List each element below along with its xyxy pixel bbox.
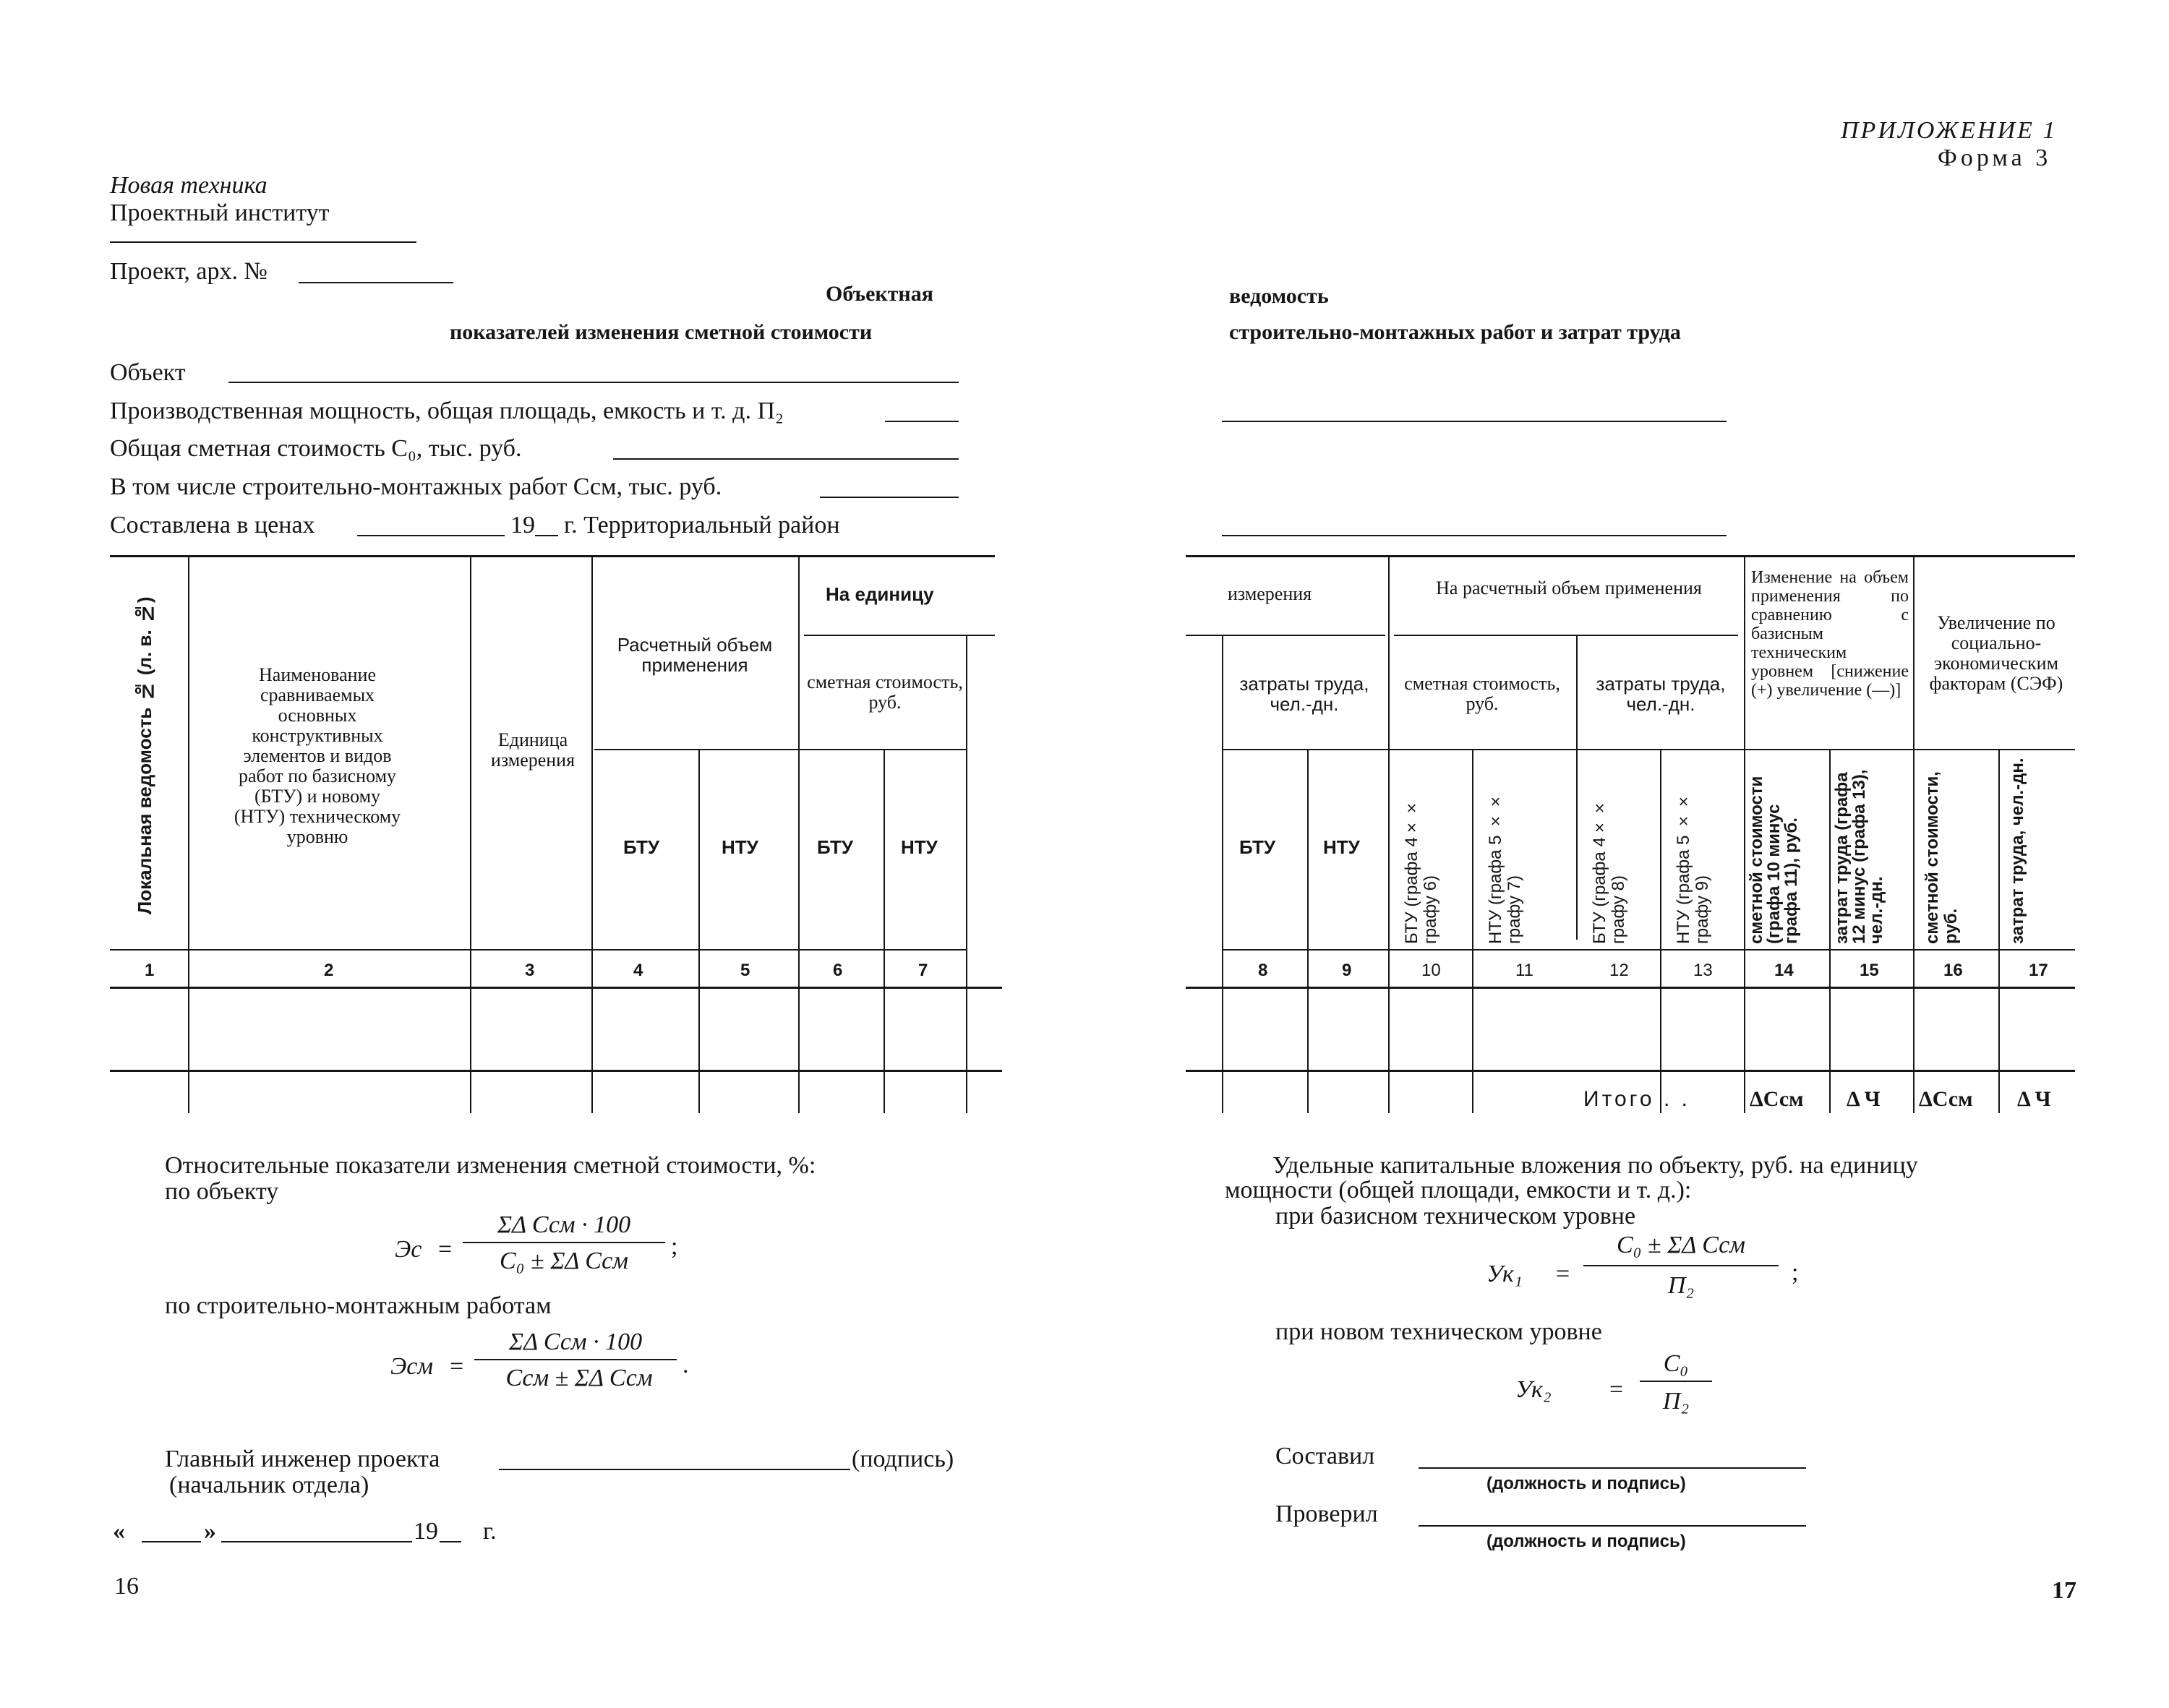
col16-header: сметной стоимости, руб. (1922, 771, 1961, 944)
col-num-10: 10 (1421, 961, 1441, 980)
uk1-fraction-bar (1583, 1265, 1779, 1266)
col-num-15: 15 (1860, 961, 1879, 980)
total-delta-cost-16: ΔСсм (1919, 1087, 1973, 1111)
col4-btu: БТУ (623, 836, 660, 858)
uk1-numerator: С₀ ± ΣΔ Ссм (1617, 1232, 1745, 1258)
compiled-line (1419, 1467, 1806, 1469)
col2-header: Наименование сравниваемых основных конструктивных элементов и видов работ по базисному (БТУ) и новому (НТУ) техническому уровню (234, 664, 401, 847)
prices-underline (357, 535, 505, 536)
ec-denominator: С₀ ± ΣΔ Ссм (500, 1248, 628, 1274)
col9-ntu: НТУ (1323, 836, 1360, 858)
ecm-fraction-bar (474, 1359, 677, 1360)
col17-header: затрат труда, чел.-дн. (2008, 758, 2027, 944)
col-num-11: 11 (1515, 961, 1533, 980)
capacity-label: Производственная мощность, общая площадь, емкость и т. д. П₂ (110, 398, 784, 424)
chief-signature-line (499, 1469, 850, 1470)
new-level-label: при новом техническом уровне (1275, 1318, 1602, 1345)
year-underline (535, 535, 558, 536)
compiled-role-label: (должность и подпись) (1486, 1474, 1686, 1493)
region-label: г. Территориальный район (564, 512, 840, 538)
col3-header: Единица измерения (490, 729, 576, 771)
date-month-line (221, 1541, 412, 1542)
col8-btu: БТУ (1239, 836, 1276, 858)
form-label: Форма 3 (1938, 145, 2052, 171)
col-num-5: 5 (740, 961, 750, 980)
col-num-8: 8 (1258, 961, 1268, 980)
date-g-label: г. (483, 1518, 497, 1545)
checked-label: Проверил (1275, 1501, 1378, 1527)
smr-label: В том числе строительно-монтажных работ Ссм, тыс. руб. (110, 473, 722, 500)
unit-group-header: На единицу (826, 583, 934, 605)
col14-header: сметной стоимости (графа 10 минус графа 11), руб. (1747, 776, 1801, 944)
uk2-fraction-bar (1640, 1381, 1712, 1382)
sef-header: Увеличение по социально-экономическим факторам (СЭФ) (1929, 612, 2063, 694)
capital-intro-1: Удельные капитальные вложения по объекту, руб. на единицу (1272, 1152, 1918, 1179)
date-year-label: 19 (414, 1518, 438, 1545)
smr-underline (820, 497, 959, 498)
col-num-3: 3 (525, 961, 535, 980)
col12-header: БТУ (графа 4×× графу 8) (1590, 798, 1628, 944)
signature-label: (подпись) (852, 1446, 954, 1472)
object-label: Объект (110, 359, 186, 386)
col6-btu: БТУ (817, 836, 854, 858)
year-label: 19 (510, 512, 535, 538)
col1-header: Локальная ведомость № (л. в. №) (134, 596, 155, 914)
total-delta-labor-15: Δ Ч (1847, 1087, 1881, 1111)
uk2-symbol: Ук₂ (1515, 1376, 1552, 1403)
basic-level-label: при базисном техническом уровне (1275, 1203, 1636, 1229)
labor2-header: затраты труда, чел.-дн. (1596, 673, 1726, 715)
dept-head-label: (начальник отдела) (169, 1472, 369, 1498)
total-cost-underline (613, 458, 959, 460)
col-num-7: 7 (918, 961, 928, 980)
col-num-17: 17 (2029, 961, 2048, 980)
cost-header: сметная стоимость, руб. (1404, 673, 1560, 714)
col67-header: сметная стоимость, руб. (807, 671, 963, 713)
ec-numerator: ΣΔ Ссм · 100 (497, 1211, 631, 1238)
ec-symbol: Эс (395, 1236, 422, 1263)
title-right-1: ведомость (1229, 284, 1329, 308)
col5-ntu: НТУ (722, 836, 758, 858)
volume-group-header: На расчетный объем применения (1436, 578, 1702, 598)
checked-role-label: (должность и подпись) (1486, 1532, 1686, 1551)
col-num-12: 12 (1609, 961, 1629, 980)
ecm-symbol: Эсм (390, 1353, 434, 1380)
page-number-right: 17 (2052, 1577, 2076, 1604)
relative-intro: Относительные показатели изменения сметной стоимости, %: (165, 1152, 816, 1179)
appendix-label: ПРИЛОЖЕНИЕ 1 (1841, 117, 2058, 144)
col-num-14: 14 (1774, 961, 1794, 980)
ecm-numerator: ΣΔ Ссм · 100 (508, 1329, 643, 1355)
title-left-1: Объектная (826, 282, 933, 306)
title-left-2: показателей изменения сметной стоимости (450, 320, 873, 344)
by-smr-label: по строительно-монтажным работам (165, 1292, 552, 1319)
col7-ntu: НТУ (901, 836, 938, 858)
uk2-numerator: С₀ (1663, 1350, 1689, 1377)
col15-header: затрат труда (графа 12 минус (графа 13), чел.-дн. (1832, 769, 1886, 944)
total-label: Итого . . (1583, 1087, 1690, 1111)
capacity-underline (885, 421, 959, 422)
object-underline (228, 382, 959, 383)
title-right-2: строительно-монтажных работ и затрат труда (1229, 320, 1681, 344)
total-cost-label: Общая сметная стоимость С₀, тыс. руб. (110, 435, 522, 462)
date-day-line (142, 1541, 201, 1542)
right-blank-line-2 (1222, 535, 1727, 536)
total-delta-cost-14: ΔСсм (1750, 1087, 1804, 1111)
by-object-label: по объекту (165, 1178, 279, 1205)
col-num-4: 4 (633, 961, 643, 980)
capital-intro-2: мощности (общей площади, емкости и т. д.): (1225, 1177, 1692, 1203)
right-blank-line-1 (1222, 421, 1727, 422)
project-label: Проект, арх. № (110, 258, 268, 285)
col11-header: НТУ (графа 5 ×× графу 7) (1486, 791, 1524, 944)
measure-header: измерения (1228, 583, 1312, 604)
col-num-6: 6 (833, 961, 843, 980)
change-header: Изменение на объем применения по сравнению с базисным техническим уровнем [снижение (+) увеличение (—)] (1751, 568, 1909, 700)
new-tech-label: Новая техника (110, 172, 268, 199)
col-num-16: 16 (1943, 961, 1963, 980)
col-num-13: 13 (1693, 961, 1713, 980)
col45-header: Расчетный объем применения (617, 634, 773, 676)
col13-header: НТУ (графа 5 ×× графу 9) (1674, 791, 1712, 944)
ecm-denominator: Ссм ± ΣΔ Ссм (505, 1365, 653, 1391)
uk2-denominator: П₂ (1662, 1388, 1690, 1415)
page-number-left: 16 (114, 1573, 139, 1600)
uk1-denominator: П₂ (1667, 1272, 1695, 1299)
checked-line (1419, 1525, 1806, 1527)
uk1-symbol: Ук₁ (1486, 1261, 1523, 1287)
compiled-label: Составил (1275, 1443, 1375, 1469)
total-delta-labor-17: Δ Ч (2017, 1087, 2051, 1111)
col-num-1: 1 (145, 961, 155, 980)
prices-label: Составлена в ценах (110, 512, 315, 538)
col-num-2: 2 (324, 961, 334, 980)
institute-underline (110, 241, 416, 243)
col-num-9: 9 (1342, 961, 1352, 980)
labor-header: затраты труда, чел.-дн. (1239, 673, 1369, 715)
col10-header: БТУ (графа 4×× графу 6) (1402, 798, 1440, 944)
institute-label: Проектный институт (110, 199, 330, 226)
chief-engineer-label: Главный инженер проекта (165, 1446, 440, 1472)
date-year-line (440, 1541, 461, 1542)
ec-fraction-bar (463, 1242, 665, 1243)
project-underline (299, 282, 453, 283)
